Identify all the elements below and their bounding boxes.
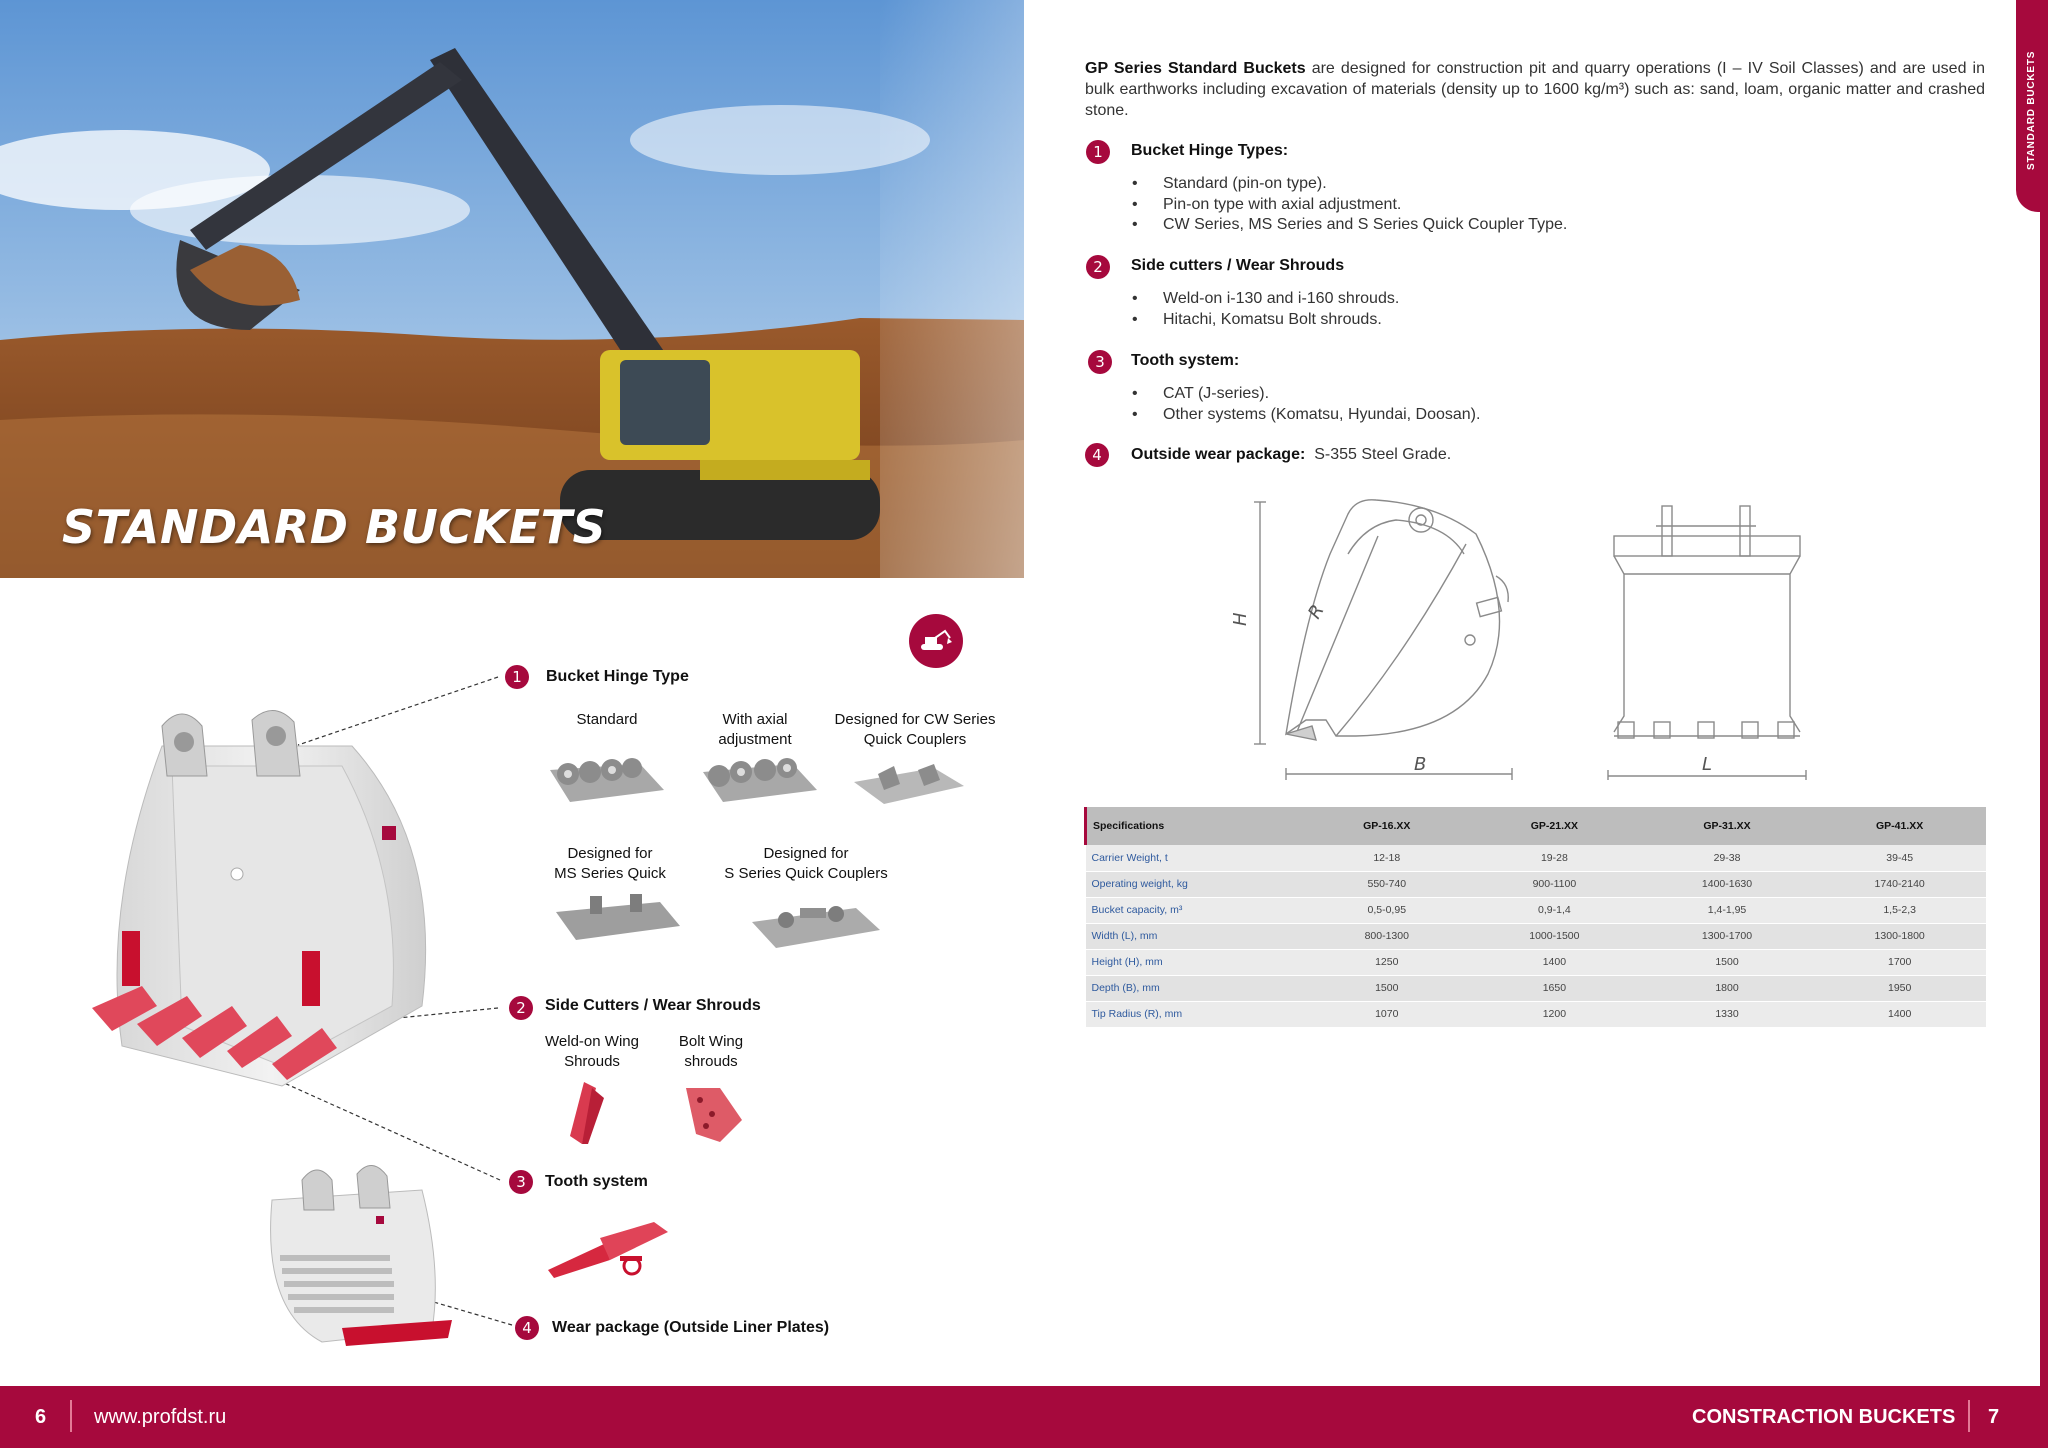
table-cell: 800-1300 <box>1306 923 1469 949</box>
specifications-table <box>1084 807 1986 1028</box>
section-title-hinge-types: Bucket Hinge Types: <box>1131 142 1289 159</box>
table-header: GP-21.XX <box>1468 807 1641 845</box>
table-cell: 1740-2140 <box>1813 871 1986 897</box>
page-number-left: 6 <box>35 1406 47 1428</box>
table-cell: Height (H), mm <box>1086 949 1306 975</box>
hinge-axial-image <box>693 750 823 812</box>
hinge-types-list <box>1131 174 1567 236</box>
table-cell: 1070 <box>1306 1001 1469 1027</box>
excavator-badge <box>909 614 963 668</box>
callout-title-tooth: Tooth system <box>545 1173 648 1190</box>
section-name: CONSTRACTION BUCKETS <box>1692 1406 1956 1428</box>
table-cell: 12-18 <box>1306 845 1469 871</box>
table-cell: 1400 <box>1468 949 1641 975</box>
hinge-option-axial: With axial adjustment <box>718 711 792 748</box>
table-cell: 1400-1630 <box>1641 871 1814 897</box>
table-row <box>1086 1001 1987 1027</box>
table-cell: Width (L), mm <box>1086 923 1306 949</box>
list-item: • Other systems (Komatsu, Hyundai, Doosan). <box>1131 405 1480 426</box>
callout-title-hinge: Bucket Hinge Type <box>546 668 689 685</box>
dimension-l-label: L <box>1702 754 1713 775</box>
hinge-standard-image <box>540 750 670 812</box>
table-row <box>1086 871 1987 897</box>
section-title-side-cutters: Side cutters / Wear Shrouds <box>1131 257 1345 274</box>
table-row <box>1086 975 1987 1001</box>
bucket-side-drawing <box>1226 494 1566 780</box>
section-title-tooth-system: Tooth system: <box>1131 352 1240 369</box>
table-cell: 0,9-1,4 <box>1468 897 1641 923</box>
table-cell: 1,5-2,3 <box>1813 897 1986 923</box>
table-header: GP-31.XX <box>1641 807 1814 845</box>
table-cell: 29-38 <box>1641 845 1814 871</box>
hinge-option-s: Designed for S Series Quick Couplers <box>724 845 888 882</box>
excavator-photo <box>0 0 1024 578</box>
dimension-r-label: R <box>1304 601 1329 623</box>
intro-product-name: GP Series Standard Buckets <box>1085 60 1306 77</box>
hero-banner <box>0 0 1024 578</box>
side-tab-label: STANDARD BUCKETS <box>2026 50 2037 170</box>
side-strip <box>2040 212 2048 1386</box>
table-cell: 1300-1700 <box>1641 923 1814 949</box>
list-item: • Weld-on i-130 and i-160 shrouds. <box>1131 289 1399 310</box>
table-cell: Bucket capacity, m³ <box>1086 897 1306 923</box>
callout-title-side-cutters: Side Cutters / Wear Shrouds <box>545 997 761 1014</box>
hero-fade <box>880 0 1024 578</box>
table-row <box>1086 949 1987 975</box>
table-cell: 1650 <box>1468 975 1641 1001</box>
table-cell: 1500 <box>1641 949 1814 975</box>
callout-title-wear-package: Wear package (Outside Liner Plates) <box>552 1319 830 1336</box>
tooth-image <box>544 1214 674 1286</box>
list-item: • CAT (J-series). <box>1131 384 1480 405</box>
footer-divider-right <box>1968 1400 1970 1432</box>
table-cell: 19-28 <box>1468 845 1641 871</box>
hinge-s-image <box>746 898 886 954</box>
page-title: STANDARD BUCKETS <box>62 500 607 554</box>
footer-bar <box>0 1386 2048 1448</box>
table-cell: Depth (B), mm <box>1086 975 1306 1001</box>
wear-package-value: S-355 Steel Grade. <box>1314 446 1452 463</box>
table-row <box>1086 923 1987 949</box>
dimension-h-label: H <box>1230 612 1251 626</box>
table-cell: 1400 <box>1813 1001 1986 1027</box>
table-row <box>1086 845 1987 871</box>
callout-number-1: 1 <box>505 665 529 689</box>
table-cell: 1950 <box>1813 975 1986 1001</box>
section-number-1: 1 <box>1086 140 1110 164</box>
bucket-front-drawing <box>1600 496 1812 780</box>
excavator-icon <box>919 628 953 654</box>
section-number-3: 3 <box>1088 350 1112 374</box>
bucket-illustration <box>82 706 474 1110</box>
bolt-shroud-image <box>680 1084 748 1146</box>
hinge-option-standard: Standard <box>576 711 638 728</box>
table-cell: 550-740 <box>1306 871 1469 897</box>
table-header: GP-16.XX <box>1306 807 1469 845</box>
table-cell: 1300-1800 <box>1813 923 1986 949</box>
table-header: GP-41.XX <box>1813 807 1986 845</box>
list-item: • CW Series, MS Series and S Series Quick Coupler Type. <box>1131 215 1567 236</box>
list-item: • Pin-on type with axial adjustment. <box>1131 195 1567 216</box>
table-cell: Tip Radius (R), mm <box>1086 1001 1306 1027</box>
hinge-option-ms: Designed for MS Series Quick <box>554 845 666 882</box>
table-cell: 1500 <box>1306 975 1469 1001</box>
table-cell: 1250 <box>1306 949 1469 975</box>
side-option-bolt: Bolt Wing shrouds <box>678 1033 744 1070</box>
table-cell: Carrier Weight, t <box>1086 845 1306 871</box>
list-item: • Hitachi, Komatsu Bolt shrouds. <box>1131 310 1399 331</box>
callout-number-4: 4 <box>515 1316 539 1340</box>
side-cutters-list <box>1131 289 1399 330</box>
page-number-right: 7 <box>1988 1406 2000 1428</box>
table-cell: 1200 <box>1468 1001 1641 1027</box>
hinge-ms-image <box>550 892 686 948</box>
section-number-4: 4 <box>1085 443 1109 467</box>
intro-description: are designed for construction pit and quarry operations (I – IV Soil Classes) and are used in bulk earthworks including excavation of materials (density up to 1600 kg/m³) such as: sand, loam, organic matter and crashed stone. <box>1085 60 1985 119</box>
table-cell: 1700 <box>1813 949 1986 975</box>
hinge-cw-image <box>848 756 970 812</box>
table-cell: 39-45 <box>1813 845 1986 871</box>
bucket-wear-package-illustration <box>262 1160 458 1346</box>
table-cell: 900-1100 <box>1468 871 1641 897</box>
table-header: Specifications <box>1086 807 1306 845</box>
tooth-system-list <box>1131 384 1480 425</box>
dimension-b-label: B <box>1414 754 1427 775</box>
side-option-weld-on: Weld-on Wing Shrouds <box>545 1033 639 1070</box>
callout-number-3: 3 <box>509 1170 533 1194</box>
table-row <box>1086 897 1987 923</box>
footer-divider-left <box>70 1400 72 1432</box>
table-cell: 1,4-1,95 <box>1641 897 1814 923</box>
website-link[interactable]: www.profdst.ru <box>94 1406 227 1428</box>
wear-package-label: Outside wear package: <box>1131 446 1306 463</box>
intro-paragraph <box>1085 58 1985 121</box>
section-title-wear-package <box>1131 446 1451 464</box>
list-item: • Standard (pin-on type). <box>1131 174 1567 195</box>
table-cell: 1330 <box>1641 1001 1814 1027</box>
weld-on-shroud-image <box>556 1078 616 1150</box>
table-cell: Operating weight, kg <box>1086 871 1306 897</box>
section-number-2: 2 <box>1086 255 1110 279</box>
table-cell: 1000-1500 <box>1468 923 1641 949</box>
table-cell: 1800 <box>1641 975 1814 1001</box>
hinge-option-cw: Designed for CW Series Quick Couplers <box>834 711 996 748</box>
table-cell: 0,5-0,95 <box>1306 897 1469 923</box>
callout-number-2: 2 <box>509 996 533 1020</box>
table-header-row <box>1086 807 1987 845</box>
